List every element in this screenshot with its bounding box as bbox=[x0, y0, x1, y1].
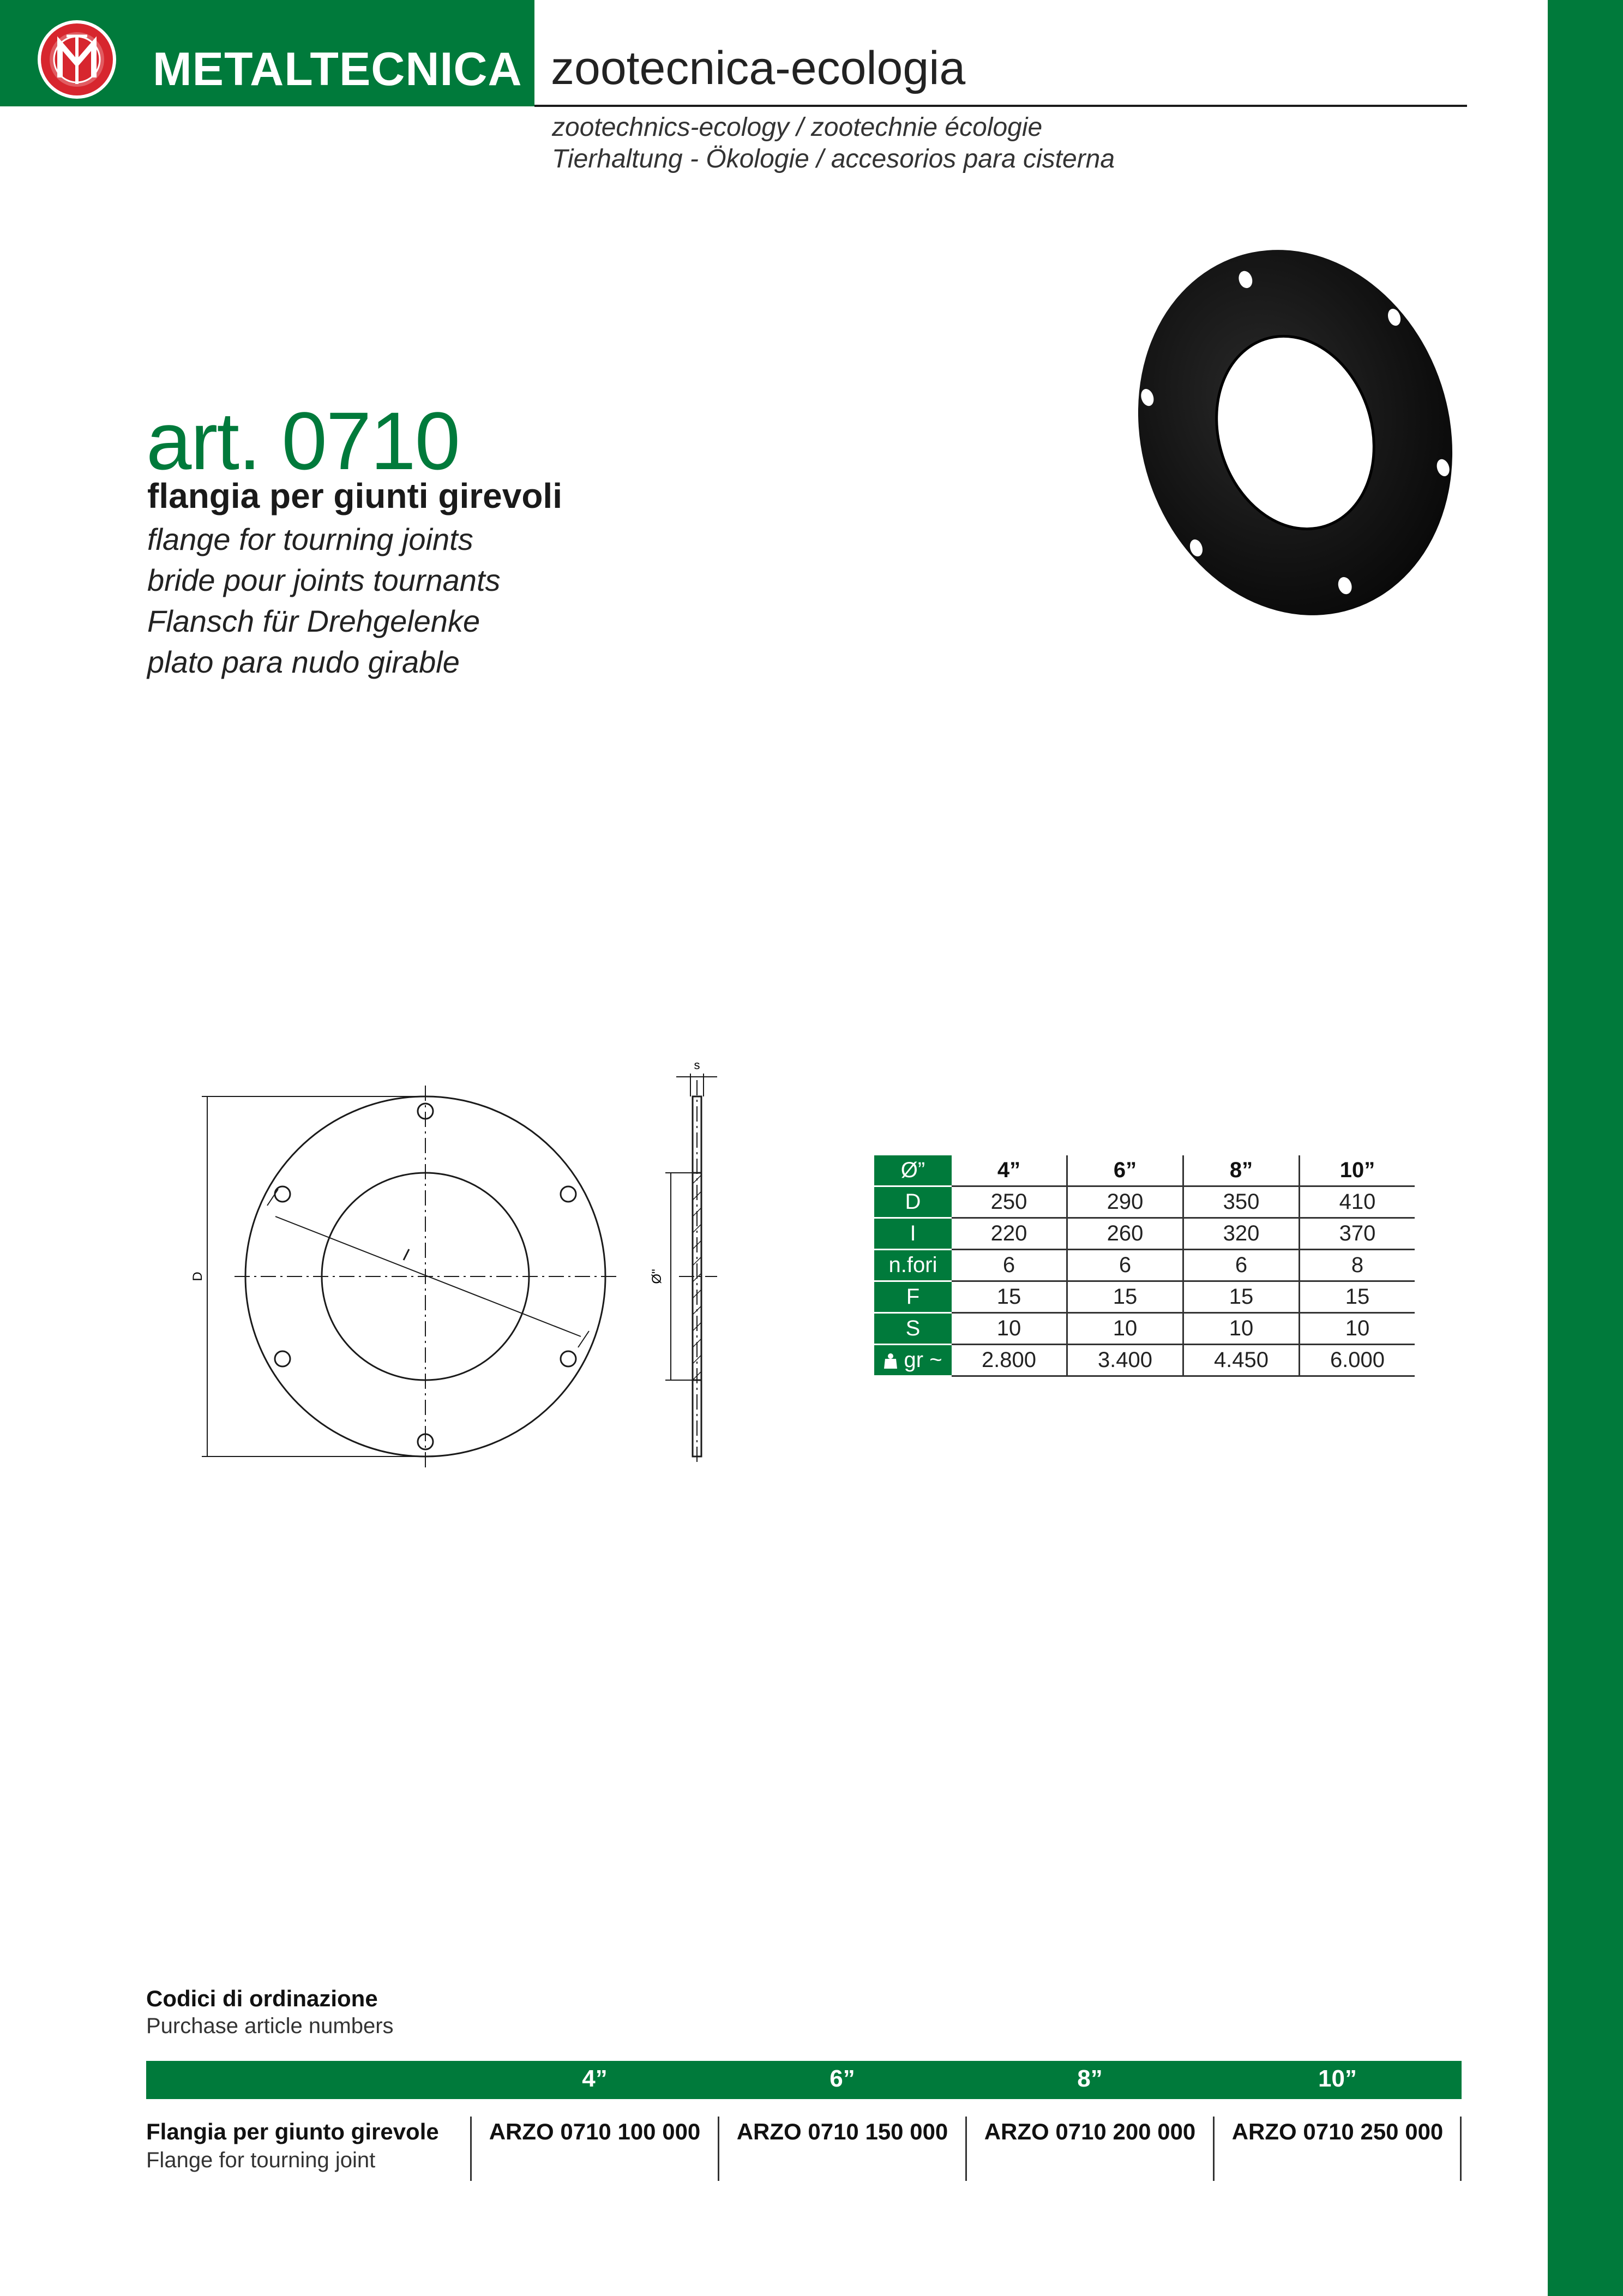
order-product-it: Flangia per giunto girevole bbox=[146, 2119, 439, 2144]
spec-cell: 4.450 bbox=[1183, 1345, 1300, 1376]
spec-cell: 8 bbox=[1300, 1250, 1415, 1281]
article-name-es: plato para nudo girable bbox=[147, 645, 460, 679]
spec-cell: 10 bbox=[952, 1313, 1067, 1345]
category-subtitle-2: Tierhaltung - Ökologie / accesorios para cisterna bbox=[552, 145, 1115, 173]
category-subtitle-1: zootechnics-ecology / zootechnie écologie bbox=[552, 113, 1043, 142]
spec-row-label: D bbox=[874, 1186, 952, 1218]
spec-header-cell: 6” bbox=[1067, 1155, 1183, 1186]
spec-header-cell: 8” bbox=[1183, 1155, 1300, 1186]
spec-cell: 6 bbox=[952, 1250, 1067, 1281]
spec-cell: 15 bbox=[952, 1281, 1067, 1313]
spec-cell: 15 bbox=[1067, 1281, 1183, 1313]
label-s: s bbox=[694, 1058, 700, 1072]
spec-cell: 6 bbox=[1067, 1250, 1183, 1281]
brand-name: METALTECNICA bbox=[153, 43, 522, 95]
spec-table bbox=[874, 1155, 1415, 1377]
spec-cell: 2.800 bbox=[952, 1345, 1067, 1376]
order-size-header: 10” bbox=[1318, 2065, 1357, 2092]
spec-row-i bbox=[874, 1218, 1415, 1250]
order-size-header: 8” bbox=[1077, 2065, 1103, 2092]
order-code: ARZO 0710 150 000 bbox=[736, 2119, 948, 2144]
spec-cell: 320 bbox=[1183, 1218, 1300, 1250]
flange-photo bbox=[1137, 244, 1453, 621]
spec-header-row bbox=[874, 1155, 1415, 1186]
spec-cell: 220 bbox=[952, 1218, 1067, 1250]
order-code: ARZO 0710 250 000 bbox=[1231, 2119, 1444, 2144]
spec-row-label: S bbox=[874, 1313, 952, 1345]
spec-cell: 15 bbox=[1300, 1281, 1415, 1313]
spec-cell: 10 bbox=[1183, 1313, 1300, 1345]
order-code: ARZO 0710 100 000 bbox=[489, 2119, 701, 2144]
article-title: art. 0710 bbox=[146, 395, 460, 487]
header-rule bbox=[534, 105, 1467, 107]
spec-row-label-weight bbox=[874, 1345, 952, 1376]
spec-cell: 370 bbox=[1300, 1218, 1415, 1250]
side-stripe bbox=[1548, 0, 1623, 2296]
spec-row-label: I bbox=[874, 1218, 952, 1250]
spec-cell: 410 bbox=[1300, 1186, 1415, 1218]
spec-cell: 260 bbox=[1067, 1218, 1183, 1250]
order-size-header: 4” bbox=[582, 2065, 608, 2092]
spec-row-label: F bbox=[874, 1281, 952, 1313]
label-d: D bbox=[190, 1272, 205, 1281]
spec-header-label: Ø” bbox=[874, 1155, 952, 1186]
spec-cell: 6 bbox=[1183, 1250, 1300, 1281]
spec-row-d bbox=[874, 1186, 1415, 1218]
spec-cell: 290 bbox=[1067, 1186, 1183, 1218]
spec-row-nfori bbox=[874, 1250, 1415, 1281]
order-subtitle: Purchase article numbers bbox=[146, 2014, 394, 2038]
article-name-en: flange for tourning joints bbox=[147, 522, 473, 556]
order-code: ARZO 0710 200 000 bbox=[984, 2119, 1196, 2144]
label-diameter: Ø" bbox=[650, 1269, 664, 1284]
order-title: Codici di ordinazione bbox=[146, 1986, 378, 2011]
spec-cell: 6.000 bbox=[1300, 1345, 1415, 1376]
spec-header-cell: 4” bbox=[952, 1155, 1067, 1186]
spec-cell: 250 bbox=[952, 1186, 1067, 1218]
spec-cell: 3.400 bbox=[1067, 1345, 1183, 1376]
spec-cell: 10 bbox=[1067, 1313, 1183, 1345]
spec-row-s bbox=[874, 1313, 1415, 1345]
metaltecnica-logo bbox=[36, 19, 118, 100]
article-name-fr: bride pour joints tournants bbox=[147, 563, 501, 597]
category-title: zootecnica-ecologia bbox=[551, 42, 966, 94]
weight-icon bbox=[883, 1353, 898, 1369]
spec-row-label: n.fori bbox=[874, 1250, 952, 1281]
technical-drawing bbox=[185, 1053, 731, 1467]
spec-row-f bbox=[874, 1281, 1415, 1313]
article-name-de: Flansch für Drehgelenke bbox=[147, 604, 480, 638]
spec-row-label-text: gr ~ bbox=[904, 1348, 942, 1372]
spec-header-cell: 10” bbox=[1300, 1155, 1415, 1186]
spec-cell: 350 bbox=[1183, 1186, 1300, 1218]
order-product-en: Flange for tourning joint bbox=[146, 2148, 376, 2172]
article-name-it: flangia per giunti girevoli bbox=[147, 476, 562, 515]
spec-cell: 10 bbox=[1300, 1313, 1415, 1345]
spec-cell: 15 bbox=[1183, 1281, 1300, 1313]
spec-row-weight bbox=[874, 1345, 1415, 1376]
order-size-header: 6” bbox=[829, 2065, 855, 2092]
